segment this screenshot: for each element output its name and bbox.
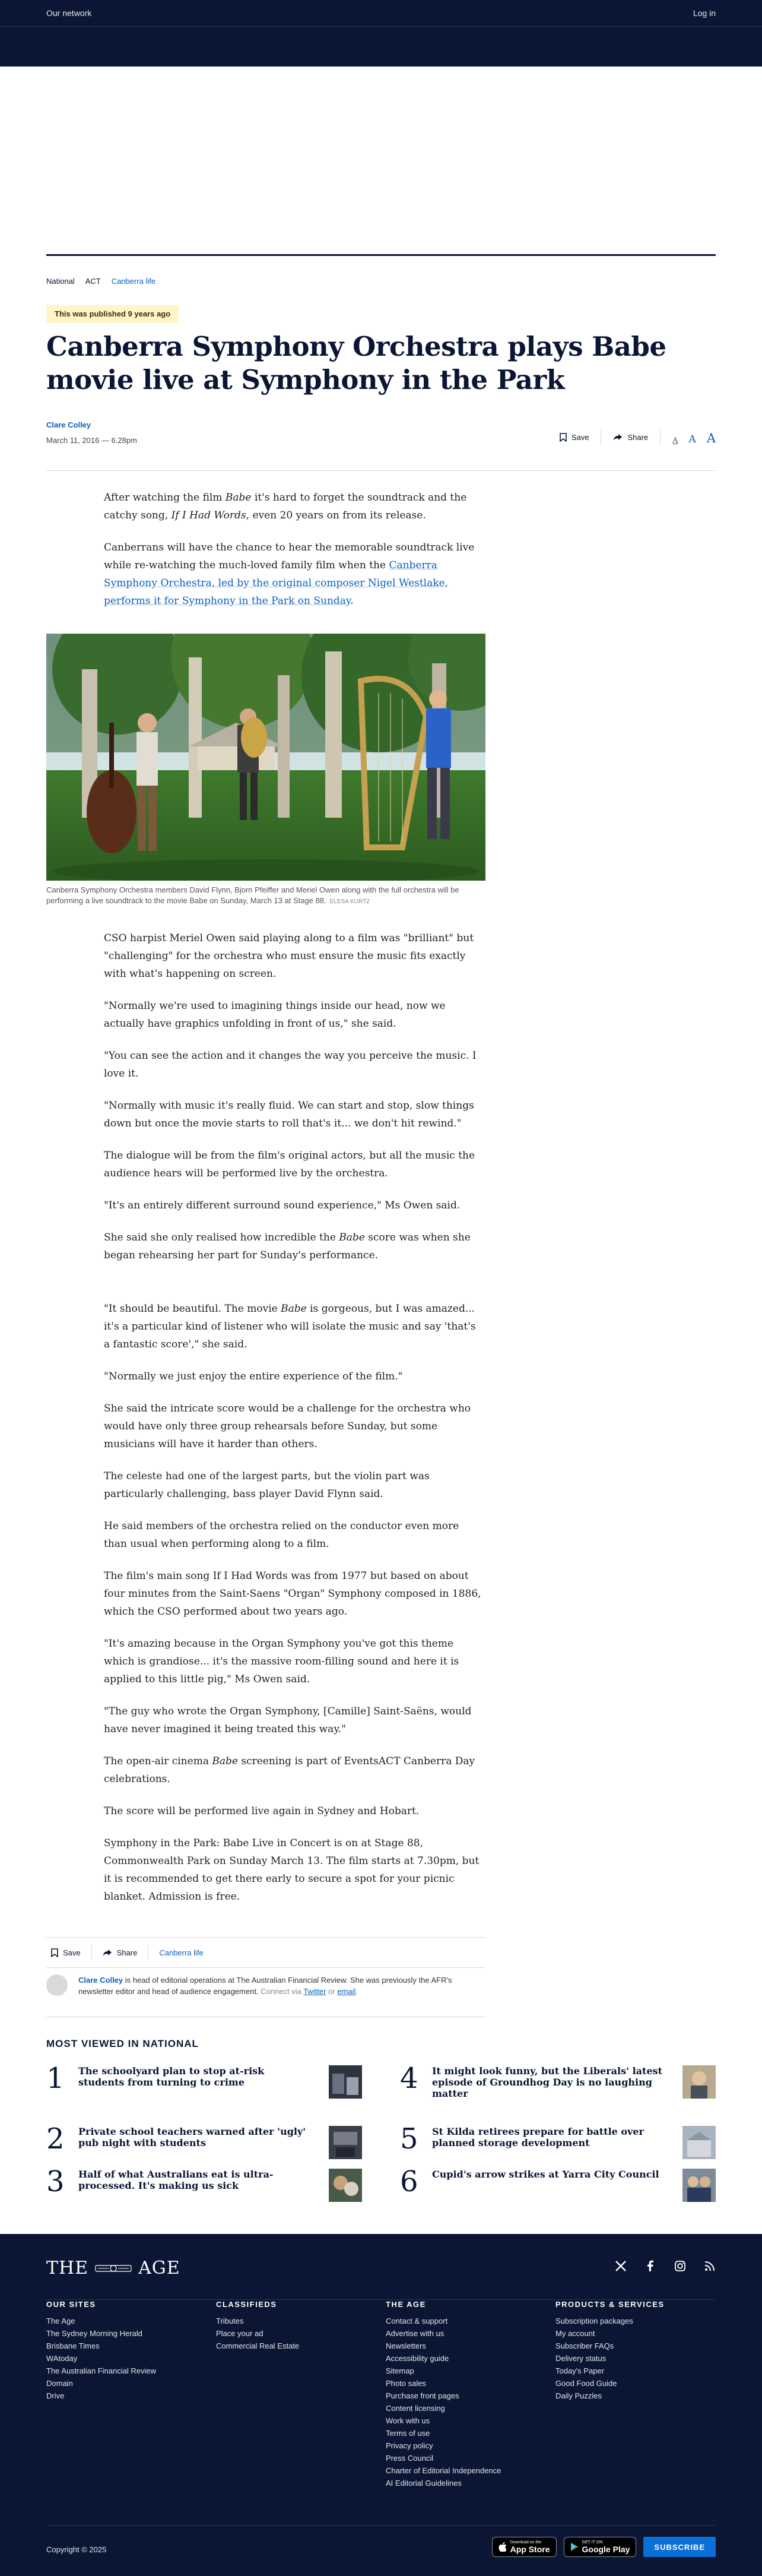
save-label: Save [571, 432, 589, 442]
footer-col-our-sites [46, 2236, 156, 2402]
author-avatar [46, 1974, 68, 1996]
article-headline: Canberra Symphony Orchestra plays Babe movie live at Symphony in the Park [46, 331, 666, 395]
article-paragraph: "Normally we just enjoy the entire experience of the film." [104, 1371, 403, 1382]
apple-icon [499, 2542, 507, 2552]
copyright: Copyright © 2025 [46, 2545, 107, 2554]
header-divider [46, 470, 716, 471]
article-intro [104, 489, 484, 610]
rank-number: 3 [46, 2165, 65, 2198]
footer-link[interactable]: Brisbane Times [46, 2341, 100, 2350]
breadcrumb-act[interactable]: ACT [85, 277, 101, 286]
footer-link[interactable]: Accessibility guide [386, 2354, 449, 2363]
footer-link[interactable]: Commercial Real Estate [216, 2341, 300, 2350]
photo-credit: ELESA KURTZ [329, 898, 370, 905]
footer-share-label: Share [116, 1948, 138, 1957]
share-label: Share [627, 432, 649, 442]
article-paragraph: "Normally with music it's really fluid. We can start and stop, slow things down but once the movie starts to roll that's it... we don't hit rewind." [104, 1100, 474, 1129]
author-byline-link[interactable]: Clare Colley [46, 420, 91, 429]
story-thumbnail [329, 2169, 362, 2202]
story-thumbnail [329, 2126, 362, 2159]
text-size-large-button[interactable]: A [706, 431, 716, 445]
rank-number: 5 [400, 2122, 418, 2156]
instagram-icon[interactable] [674, 2260, 686, 2272]
article-paragraph: "Normally we're used to imagining things inside our head, now we actually have graphics unfolding in front of us," she said. [104, 1000, 446, 1030]
footer-link[interactable]: Drive [46, 2391, 65, 2400]
rank-number: 6 [400, 2165, 418, 2198]
story-title: It might look funny, but the Liberals' latest episode of Groundhog Day is no laughing matter [432, 2065, 663, 2099]
share-icon [613, 433, 623, 441]
article-paragraph: He said members of the orchestra relied on the conductor even more than usual when performing along to a film. [104, 1520, 459, 1550]
footer-link[interactable]: The Sydney Morning Herald [46, 2329, 142, 2338]
most-viewed-item[interactable] [46, 2062, 362, 2107]
google-play-icon [570, 2542, 579, 2552]
breadcrumb-canberra-life[interactable]: Canberra life [111, 277, 156, 286]
footer-col-products [555, 2236, 665, 2402]
footer-link[interactable]: The Australian Financial Review [46, 2366, 156, 2375]
top-bar-divider [0, 26, 762, 27]
app-store-links [492, 2537, 716, 2557]
story-thumbnail [682, 2126, 716, 2159]
footer-link[interactable]: Press Council [386, 2454, 434, 2463]
footer-col-title: PRODUCTS & SERVICES [555, 2300, 665, 2309]
topic-tag-canberra-life[interactable]: Canberra life [159, 1948, 204, 1957]
text-size-controls [660, 429, 716, 445]
story-title: St Kilda retirees prepare for battle over planned storage development [432, 2126, 644, 2148]
text-size-small-button[interactable]: A [672, 436, 678, 445]
story-title: Private school teachers warned after 'ugly' pub night with students [78, 2126, 306, 2148]
footer-link[interactable]: Contact & support [386, 2316, 448, 2325]
rank-number: 2 [46, 2122, 65, 2156]
bookmark-icon [51, 1948, 58, 1957]
footer-link[interactable]: Domain [46, 2379, 73, 2388]
footer-link[interactable]: Today's Paper [555, 2366, 604, 2375]
text-size-medium-button[interactable]: A [688, 433, 696, 445]
story-thumbnail [682, 2169, 716, 2202]
article-tools [548, 429, 716, 445]
footer-link[interactable]: Advertise with us [386, 2329, 444, 2338]
footer-col-classifieds [216, 2236, 299, 2352]
footer-link[interactable]: Photo sales [386, 2379, 426, 2388]
most-viewed-item[interactable] [46, 2122, 362, 2167]
footer-link[interactable]: Terms of use [386, 2429, 430, 2438]
footer-link[interactable]: Privacy policy [386, 2441, 433, 2450]
article-paragraph: The celeste had one of the largest parts, but the violin part was particularly challenging, bass player David Flynn said. [104, 1470, 430, 1500]
most-viewed-item[interactable] [46, 2165, 362, 2210]
top-navigation-bar [0, 0, 762, 67]
article-paragraph: Symphony in the Park: Babe Live in Concert is on at Stage 88, Commonwealth Park on Sunday March 13. The film starts at 7.30pm, but it is recommended to get there early to secure a spot for your picnic blanket. Admission is free. [104, 1837, 480, 1903]
footer-link[interactable]: Daily Puzzles [555, 2391, 602, 2400]
article-photo-orchestra-members [46, 634, 485, 881]
article-paragraph: "The guy who wrote the Organ Symphony, [Camille] Saint-Saëns, would have never imagined it being treated this way." [104, 1705, 472, 1735]
footer-link[interactable]: WAtoday [46, 2354, 78, 2363]
footer-link[interactable]: AI Editorial Guidelines [386, 2479, 462, 2488]
app-store-badge[interactable]: Download on the App Store [492, 2537, 557, 2557]
footer-link[interactable]: Tributes [216, 2316, 244, 2325]
most-viewed-item[interactable] [400, 2165, 716, 2210]
author-twitter-link[interactable]: Twitter [303, 1987, 326, 1996]
article-paragraph: "It's amazing because in the Organ Symphony you've got this theme which is grandiose... it's the massive room-filling sound and here it is applied to this little pig," Ms Owen said. [104, 1638, 459, 1685]
article-footer-actions [46, 1937, 485, 1968]
author-bio [46, 1974, 485, 1997]
footer-link[interactable]: Good Food Guide [555, 2379, 617, 2388]
article-paragraph: The open-air cinema Babe screening is part of EventsACT Canberra Day celebrations. [104, 1755, 475, 1785]
publish-date: March 11, 2016 — 6.28pm [46, 436, 137, 445]
footer-link[interactable]: Place your ad [216, 2329, 263, 2338]
footer-share-button[interactable] [92, 1945, 149, 1960]
footer-link[interactable]: Delivery status [555, 2354, 607, 2363]
footer-link[interactable]: Subscriber FAQs [555, 2341, 614, 2350]
rank-number: 1 [46, 2062, 65, 2095]
subscribe-button[interactable]: SUBSCRIBE [643, 2537, 716, 2557]
footer-col-title: THE AGE [386, 2300, 426, 2309]
most-viewed-item[interactable] [400, 2122, 716, 2167]
save-button[interactable] [548, 429, 601, 445]
article-paragraph: "It's an entirely different surround sound experience," Ms Owen said. [104, 1200, 461, 1211]
footer-bottom-divider [46, 2525, 716, 2526]
footer-link[interactable]: My account [555, 2329, 595, 2338]
article-paragraph: "It should be beautiful. The movie Babe is gorgeous, but I was amazed... it's a particular kind of listener who will isolate the music and say 'that's a fantastic score'," she said. [104, 1303, 476, 1350]
story-thumbnail [329, 2065, 362, 2099]
footer-link[interactable]: Newsletters [386, 2341, 426, 2350]
share-button[interactable] [601, 429, 660, 445]
footer-link[interactable]: Content licensing [386, 2404, 445, 2413]
most-viewed-item[interactable] [400, 2062, 716, 2107]
article-paragraph: She said she only realised how incredible the Babe score was when she began rehearsing her part for Sunday's performance. [104, 1232, 471, 1261]
logo-word-the: THE [46, 2258, 89, 2278]
footer-save-button[interactable] [46, 1945, 92, 1960]
breadcrumb [46, 277, 155, 286]
our-network-link[interactable]: Our network [46, 8, 92, 18]
breadcrumb-national[interactable]: National [46, 277, 75, 286]
article-paragraph: The score will be performed live again in Sydney and Hobart. [104, 1805, 420, 1817]
article-body [104, 929, 484, 1906]
logo-word-age: AGE [138, 2258, 180, 2278]
story-title: Half of what Australians eat is ultra-processed. It's making us sick [78, 2169, 274, 2191]
site-footer [0, 2234, 762, 2576]
article-paragraph: The film's main song If I Had Words was from 1977 but based on about four minutes from the Saint-Saens "Organ" Symphony composed in 1886, which the CSO performed about two years ago. [104, 1570, 481, 1618]
bookmark-icon [560, 433, 567, 442]
story-thumbnail [682, 2065, 716, 2099]
article-paragraph: The dialogue will be from the film's original actors, but all the music the audience hears will be performed live by the orchestra. [104, 1150, 475, 1179]
footer-save-label: Save [63, 1948, 81, 1957]
article-paragraph: After watching the film Babe it's hard to forget the soundtrack and the catchy song, If I Had Words, even 20 years on from its release. [104, 492, 467, 521]
masthead-rule [46, 254, 716, 256]
footer-link[interactable]: Work with us [386, 2416, 430, 2425]
google-play-badge[interactable]: GET IT ON Google Play [564, 2537, 637, 2557]
story-title: Cupid's arrow strikes at Yarra City Council [432, 2169, 659, 2180]
footer-link[interactable]: The Age [46, 2316, 75, 2325]
photo-caption: Canberra Symphony Orchestra members David Flynn, Bjorn Pfeiffer and Meriel Owen along with the full orchestra will be performing a live soundtrack to the movie Babe on Sunday, March 13 at Stage 88. ELESA KURTZ [46, 885, 459, 905]
login-link[interactable]: Log in [693, 8, 716, 18]
footer-link[interactable]: Sitemap [386, 2366, 414, 2375]
rss-icon[interactable] [704, 2260, 716, 2272]
footer-col-the-age [386, 2236, 501, 2489]
article-paragraph: "You can see the action and it changes the way you perceive the music. I love it. [104, 1050, 477, 1080]
footer-link[interactable]: Charter of Editorial Independence [386, 2466, 501, 2475]
share-icon [103, 1949, 112, 1957]
article-paragraph: Canberrans will have the chance to hear the memorable soundtrack live while re-watching the much-loved family film when the Canberra Symphony Orchestra, led by the original composer Nigel Westlake, performs it for Symphony in the Park on Sunday. [104, 542, 475, 607]
article-paragraph: CSO harpist Meriel Owen said playing along to a film was "brilliant" but "challenging" for the orchestra who must ensure the music fits exactly with what's happening on screen. [104, 932, 474, 980]
footer-col-title: OUR SITES [46, 2300, 96, 2309]
author-email-link[interactable]: email [337, 1987, 356, 1996]
author-bio-text: Clare Colley is head of editorial operations at The Australian Financial Review. She was previously the AFR's newsletter editor and head of audience engagement. Connect via Twitter or email. [78, 1976, 452, 1996]
footer-link[interactable]: Purchase front pages [386, 2391, 459, 2400]
footer-link[interactable]: Subscription packages [555, 2316, 633, 2325]
most-viewed-heading: MOST VIEWED IN NATIONAL [46, 2038, 199, 2049]
author-name-link[interactable]: Clare Colley [78, 1976, 123, 1985]
footer-col-title: CLASSIFIEDS [216, 2300, 277, 2309]
article-paragraph: She said the intricate score would be a challenge for the orchestra who would have only three group rehearsals before Sunday, but some musicians will have it harder than others. [104, 1403, 471, 1450]
cso-performance-link[interactable]: Canberra Symphony Orchestra, led by the original composer Nigel Westlake, performs it for Symphony in the Park on Sunday [104, 559, 449, 607]
story-title: The schoolyard plan to stop at-risk students from turning to crime [78, 2065, 265, 2088]
published-age-banner: This was published 9 years ago [46, 305, 179, 323]
rank-number: 4 [400, 2062, 418, 2095]
